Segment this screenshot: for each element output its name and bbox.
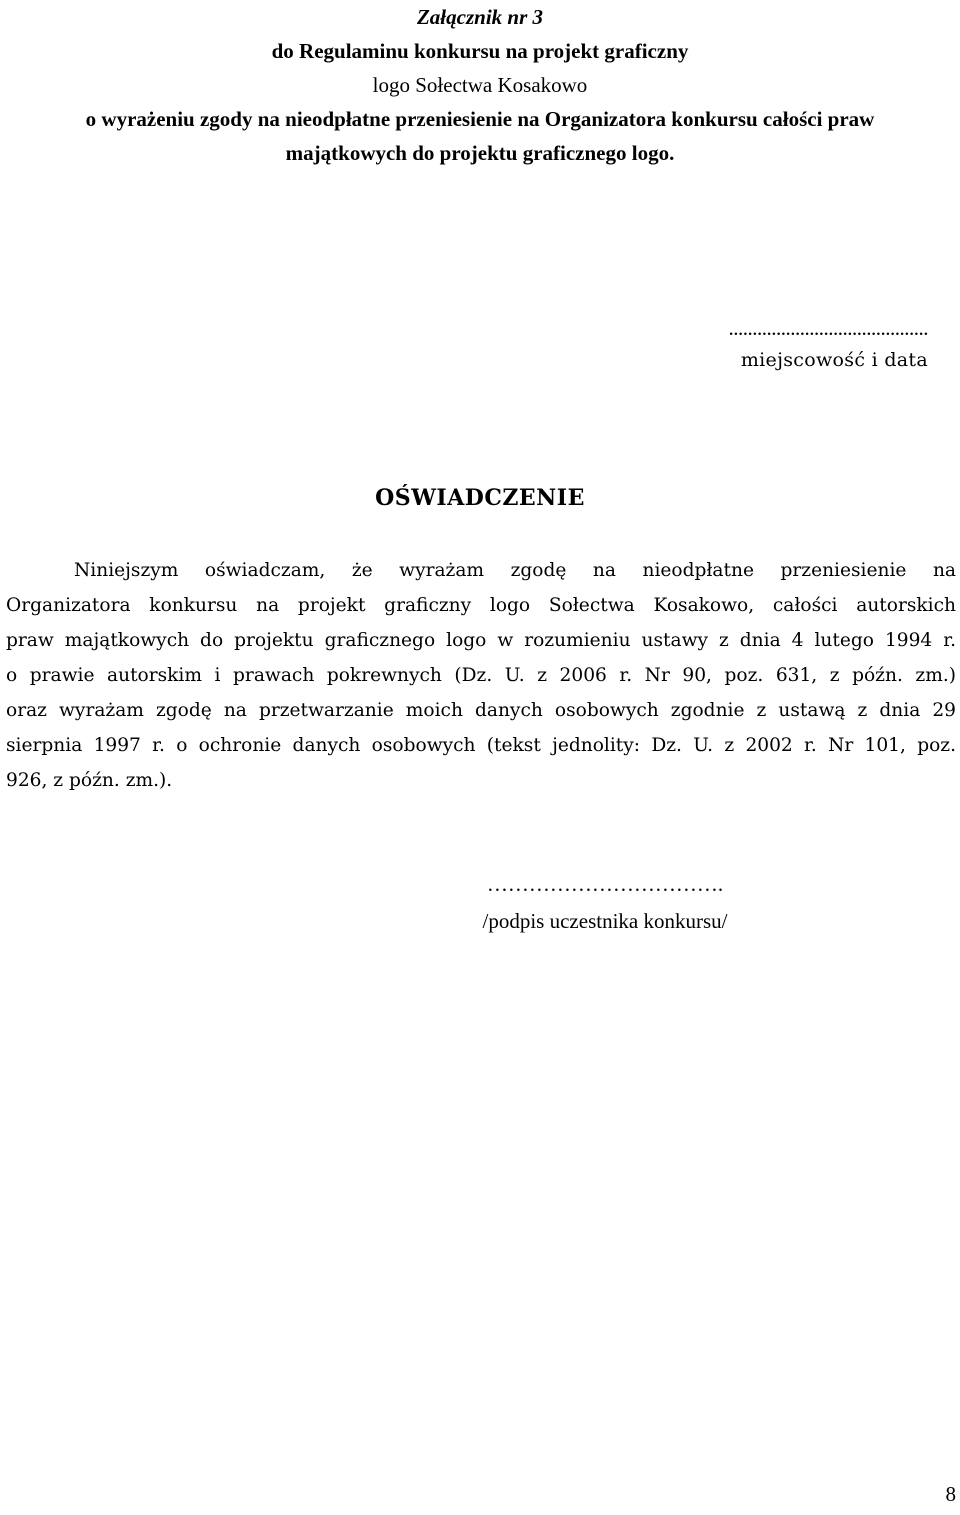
place-date-label: miejscowość i data (740, 349, 928, 371)
body-line: Niniejszym oświadczam, że wyrażam zgodę na nieodpłatne przeniesienie na (74, 560, 956, 581)
signature-dots: ……………………………. (486, 872, 724, 896)
signature-field (440, 870, 770, 936)
document-header (0, 0, 960, 170)
body-line: Organizatora konkursu na projekt graficzny logo Sołectwa Kosakowo, całości autorskich (6, 595, 956, 616)
page-number: 8 (945, 1482, 956, 1506)
consent-subject-line-1: o wyrażeniu zgody na nieodpłatne przeniesienie na Organizatora konkursu całości praw (85, 107, 875, 131)
logo-subject: logo Sołectwa Kosakowo (372, 73, 588, 97)
body-line: praw majątkowych do projektu graficznego logo w rozumieniu ustawy z dnia 4 lutego 1994 r. (6, 630, 956, 651)
statement-title: OŚWIADCZENIE (375, 485, 585, 511)
body-line: sierpnia 1997 r. o ochronie danych osobowych (tekst jednolity: Dz. U. z 2002 r. Nr 101, poz. (6, 735, 956, 756)
place-date-field (698, 315, 928, 371)
attachment-number: Załącznik nr 3 (416, 5, 544, 29)
regulation-reference: do Regulaminu konkursu na projekt graficzny (271, 39, 689, 63)
statement-body (6, 553, 956, 798)
place-date-dots: .......................................... (728, 316, 928, 340)
consent-subject-line-2: majątkowych do projektu graficznego logo. (285, 141, 675, 165)
body-line: 926, z późn. zm.). (6, 770, 173, 791)
signature-label: /podpis uczestnika konkursu/ (482, 909, 728, 933)
body-line: oraz wyrażam zgodę na przetwarzanie moich danych osobowych zgodnie z ustawą z dnia 29 (6, 700, 956, 721)
body-line: o prawie autorskim i prawach pokrewnych (Dz. U. z 2006 r. Nr 90, poz. 631, z późn. zm.) (6, 665, 956, 686)
